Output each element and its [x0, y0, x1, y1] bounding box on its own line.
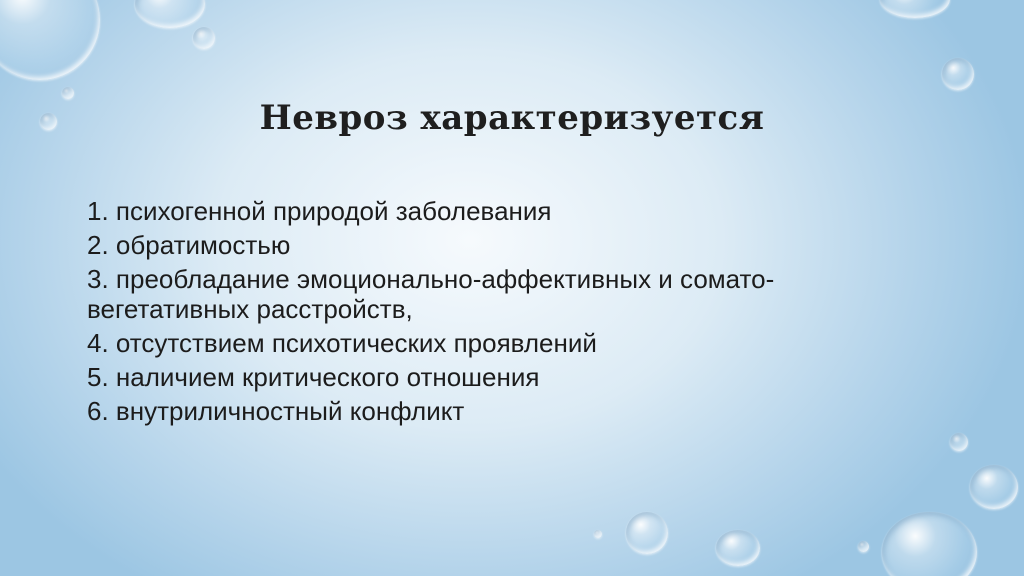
water-drop-icon — [626, 512, 668, 554]
slide-title: Невроз характеризуется — [259, 98, 765, 138]
water-drop-icon — [135, 0, 205, 28]
list-item: 5. наличием критического отношения — [87, 362, 540, 392]
water-drop-icon — [0, 0, 100, 80]
list-item: 2. обратимостью — [87, 230, 291, 260]
item-list — [87, 196, 887, 430]
list-item: 6. внутриличностный конфликт — [87, 396, 465, 426]
water-drop-icon — [193, 27, 215, 49]
water-drop-icon — [942, 58, 974, 90]
list-item: 4. отсутствием психотических проявлений — [87, 328, 597, 358]
list-item: 3. преобладание эмоционально-аффективных и сомато-вегетативных расстройств, — [87, 264, 775, 324]
list-item: 1. психогенной природой заболевания — [87, 196, 552, 226]
water-drop-icon — [882, 512, 977, 576]
water-drop-icon — [970, 465, 1018, 509]
water-drop-icon — [594, 530, 602, 538]
water-drop-icon — [950, 433, 968, 451]
water-drop-icon — [716, 530, 760, 566]
water-drop-icon — [880, 0, 950, 18]
water-drop-icon — [858, 541, 869, 552]
